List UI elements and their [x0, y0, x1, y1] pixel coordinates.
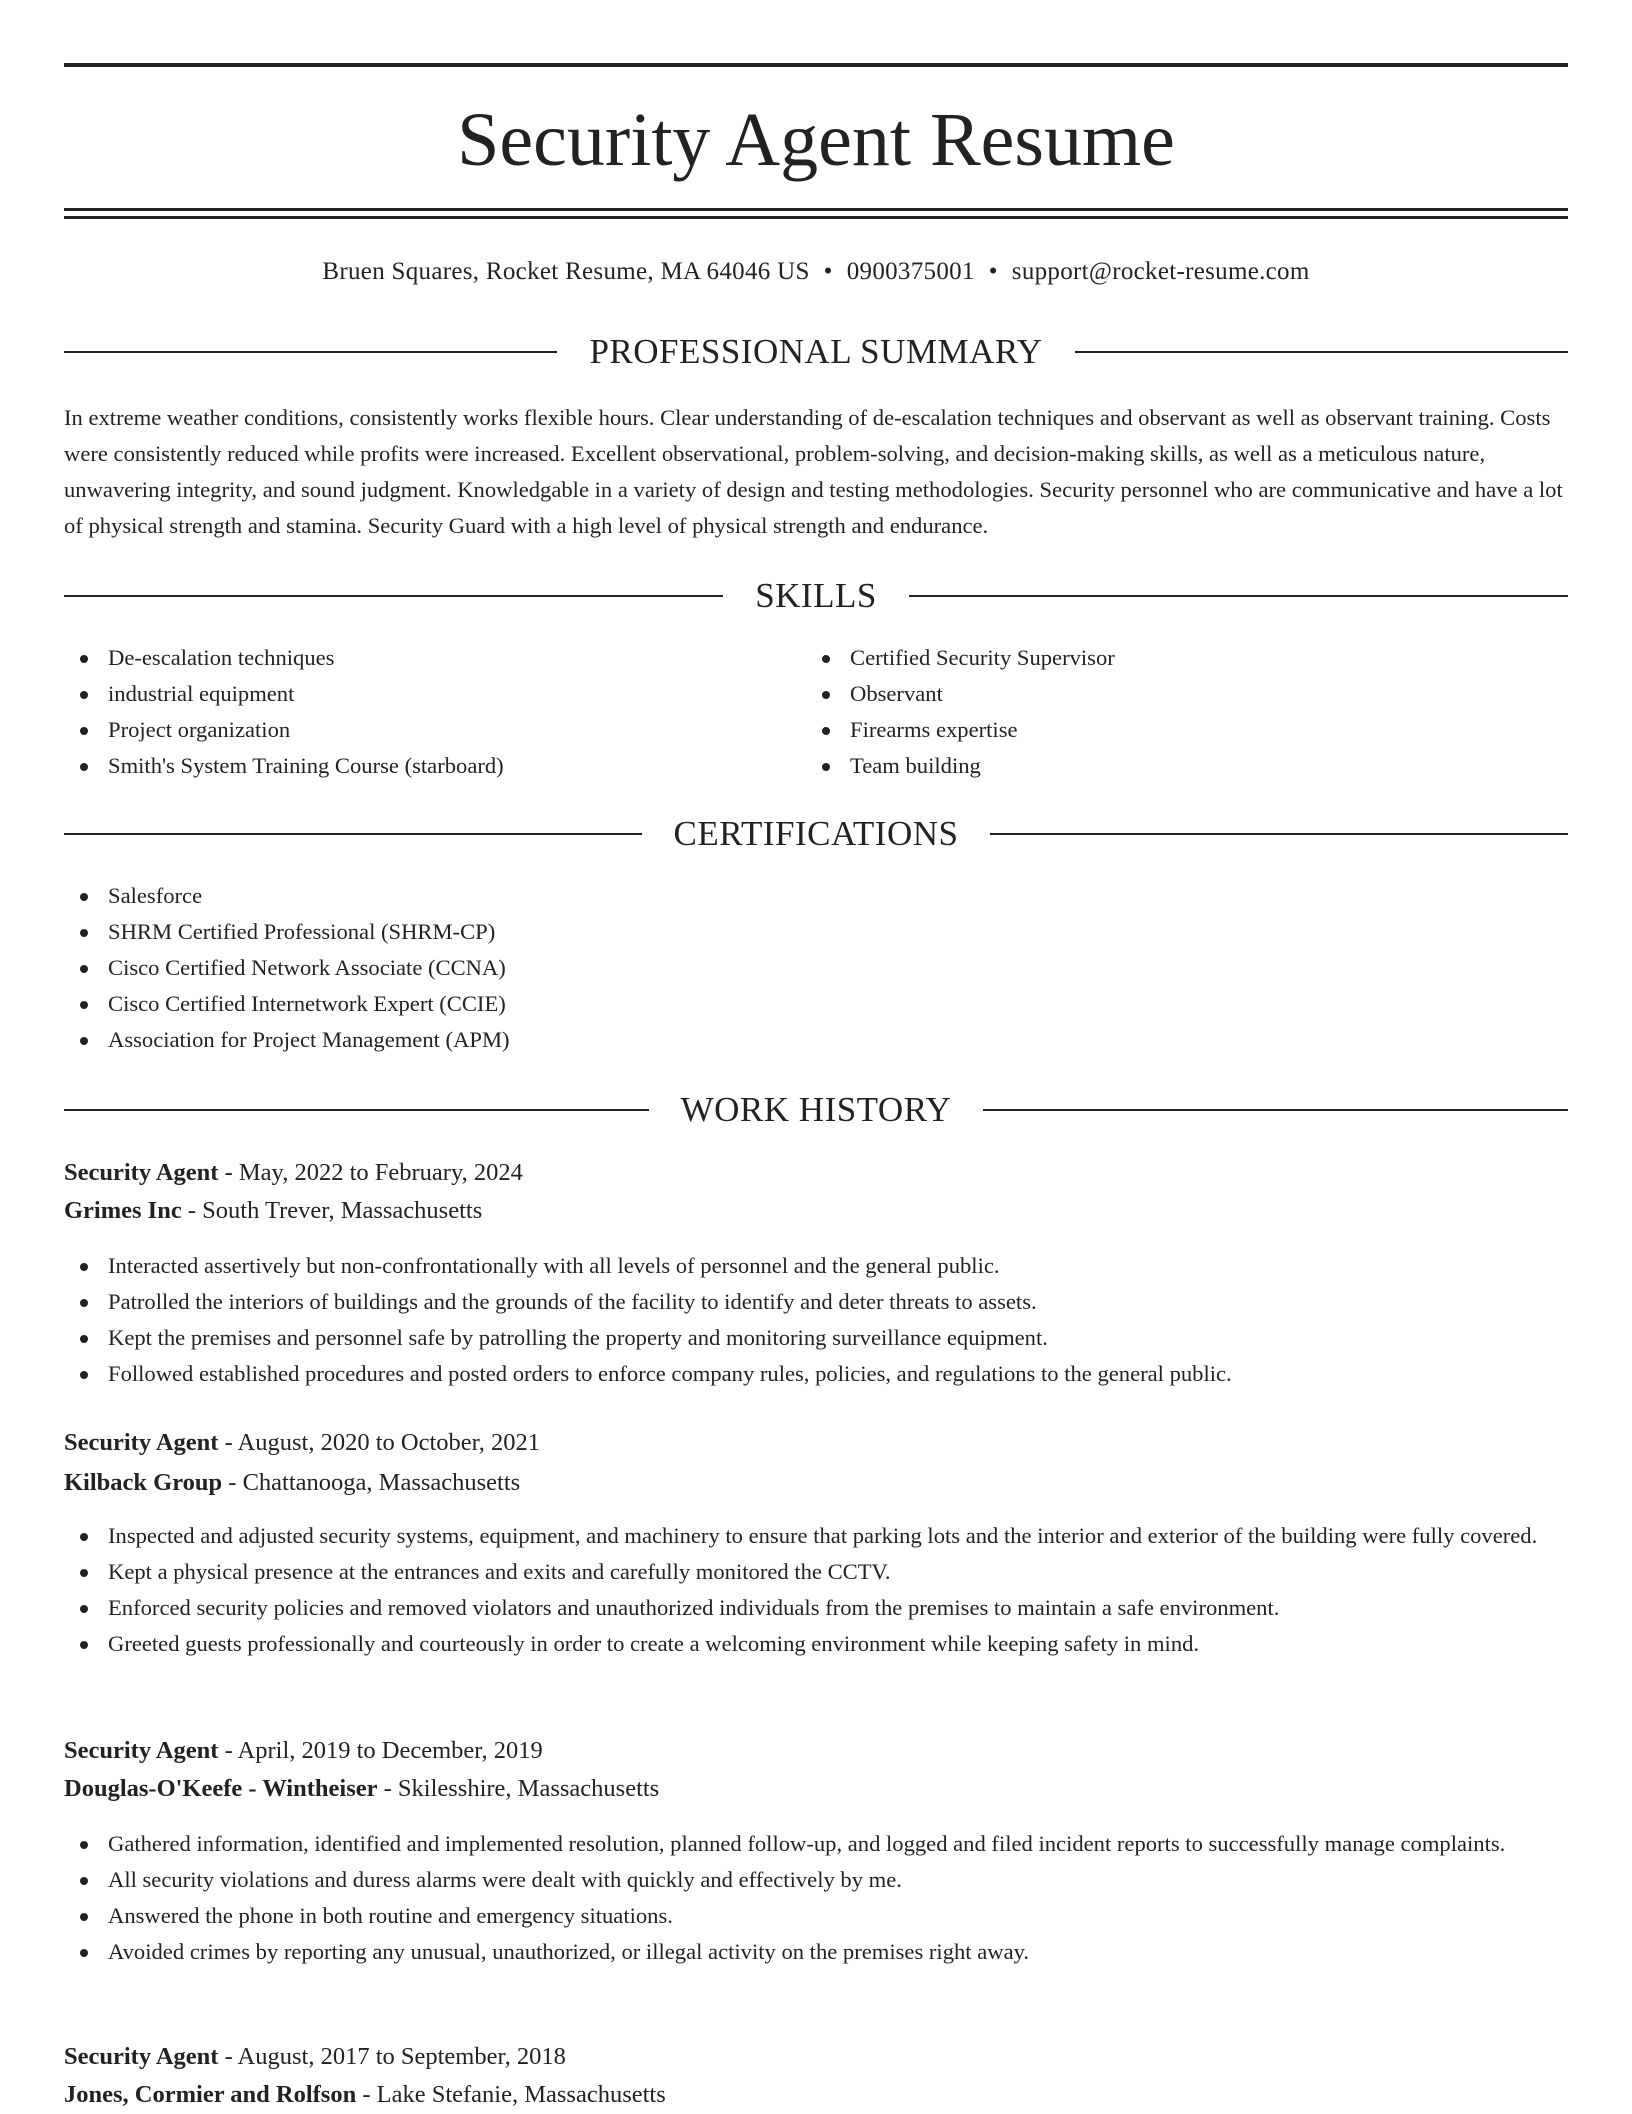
job-bullets: [64, 1248, 1568, 1392]
section-title: SKILLS: [755, 576, 877, 615]
skills-list-left: [64, 640, 804, 784]
job-bullet: All security violations and duress alarms were dealt with quickly and effectively by me.: [64, 1862, 1568, 1898]
header-top-rule: [64, 63, 1568, 67]
job-title-line: Security Agent - April, 2019 to December, 2019: [64, 1737, 543, 1764]
skill-item: industrial equipment: [64, 676, 804, 712]
contact-phone: 0900375001: [846, 258, 975, 285]
skill-item: Observant: [806, 676, 1546, 712]
job-location: Lake Stefanie, Massachusetts: [376, 2081, 666, 2108]
job-bullet: Avoided crimes by reporting any unusual, unauthorized, or illegal activity on the premises right away.: [64, 1934, 1568, 1970]
divider: [64, 1109, 649, 1111]
job-title: Security Agent: [64, 1159, 219, 1186]
contact-line: [64, 254, 1568, 290]
job-bullet: Answered the phone in both routine and emergency situations.: [64, 1898, 1568, 1934]
job-title-line: Security Agent - August, 2020 to October, 2021: [64, 1429, 541, 1456]
job-bullet: Followed established procedures and posted orders to enforce company rules, policies, and regulations to the general public.: [64, 1356, 1568, 1392]
divider: [64, 595, 723, 597]
header-bottom-rule-2: [64, 216, 1568, 219]
bullet-separator: •: [988, 258, 998, 285]
section-title: CERTIFICATIONS: [673, 814, 959, 853]
job-company: Douglas-O'Keefe - Wintheiser: [64, 1775, 378, 1802]
job-dates: April, 2019 to December, 2019: [237, 1737, 543, 1764]
job-bullet: Greeted guests professionally and courteously in order to create a welcoming environment while keeping safety in mind.: [64, 1626, 1568, 1662]
bullet-separator: •: [823, 258, 833, 285]
skill-item: Certified Security Supervisor: [806, 640, 1546, 676]
section-title: PROFESSIONAL SUMMARY: [589, 332, 1043, 371]
skills-list-right: [806, 640, 1546, 784]
job-location: Chattanooga, Massachusetts: [242, 1469, 521, 1496]
skill-item: Project organization: [64, 712, 804, 748]
divider: [1075, 351, 1568, 353]
job-dates: August, 2020 to October, 2021: [237, 1429, 541, 1456]
certification-item: Cisco Certified Internetwork Expert (CCIE): [64, 986, 1568, 1022]
job-bullets: [64, 1518, 1568, 1662]
certification-item: Association for Project Management (APM): [64, 1022, 1568, 1058]
job-title: Security Agent: [64, 2043, 219, 2070]
job-title: Security Agent: [64, 1429, 219, 1456]
job-title-line: Security Agent - May, 2022 to February, 2024: [64, 1159, 523, 1186]
job-title: Security Agent: [64, 1737, 219, 1764]
divider: [909, 595, 1568, 597]
job-company-line: Jones, Cormier and Rolfson - Lake Stefanie, Massachusetts: [64, 2081, 666, 2108]
job-company: Jones, Cormier and Rolfson: [64, 2081, 357, 2108]
job-bullet: Enforced security policies and removed violators and unauthorized individuals from the premises to maintain a safe environment.: [64, 1590, 1568, 1626]
certifications-list: [64, 878, 1568, 1058]
section-header-summary: [64, 330, 1568, 374]
job-company: Kilback Group: [64, 1469, 223, 1496]
job-title-line: Security Agent - August, 2017 to September, 2018: [64, 2043, 566, 2070]
skill-item: Smith's System Training Course (starboard): [64, 748, 804, 784]
divider: [983, 1109, 1568, 1111]
contact-email: support@rocket-resume.com: [1011, 258, 1310, 285]
header-bottom-rule: [64, 208, 1568, 211]
summary-text: In extreme weather conditions, consistently works flexible hours. Clear understanding of de-escalation techniques and observant as well as observant training. Costs were consistently reduced while profits were increased. Excellent observational, problem-solving, and decision-making skills, as well as a meticulous nature, unwavering integrity, and sound judgment. Knowledgable in a variety of design and testing methodologies. Security personnel who are communicative and have a lot of physical strength and stamina. Security Guard with a high level of physical strength and endurance.: [64, 405, 1563, 538]
job-bullet: Patrolled the interiors of buildings and the grounds of the facility to identify and deter threats to assets.: [64, 1284, 1568, 1320]
divider: [990, 833, 1568, 835]
job-company: Grimes Inc: [64, 1197, 182, 1224]
certification-item: SHRM Certified Professional (SHRM-CP): [64, 914, 1568, 950]
job-location: Skilesshire, Massachusetts: [397, 1775, 660, 1802]
section-title: WORK HISTORY: [680, 1090, 952, 1129]
certification-item: Salesforce: [64, 878, 1568, 914]
page-title: Security Agent Resume: [457, 98, 1175, 182]
contact-address: Bruen Squares, Rocket Resume, MA 64046 US: [322, 258, 810, 285]
certification-item: Cisco Certified Network Associate (CCNA): [64, 950, 1568, 986]
job-company-line: Douglas-O'Keefe - Wintheiser - Skilesshire, Massachusetts: [64, 1775, 660, 1802]
job-bullet: Kept a physical presence at the entrances and exits and carefully monitored the CCTV.: [64, 1554, 1568, 1590]
job-dates: August, 2017 to September, 2018: [237, 2043, 566, 2070]
job-company-line: Grimes Inc - South Trever, Massachusetts: [64, 1197, 483, 1224]
job-bullet: Gathered information, identified and implemented resolution, planned follow-up, and logged and filed incident reports to successfully manage complaints.: [64, 1826, 1568, 1862]
job-company-line: Kilback Group - Chattanooga, Massachusetts: [64, 1469, 521, 1496]
job-bullet: Interacted assertively but non-confrontationally with all levels of personnel and the general public.: [64, 1248, 1568, 1284]
section-header-work-history: [64, 1088, 1568, 1132]
divider: [64, 351, 557, 353]
job-bullets: [64, 1826, 1568, 1970]
skill-item: De-escalation techniques: [64, 640, 804, 676]
job-bullet: Inspected and adjusted security systems, equipment, and machinery to ensure that parking lots and the interior and exterior of the building were fully covered.: [64, 1518, 1568, 1554]
job-location: South Trever, Massachusetts: [202, 1197, 483, 1224]
divider: [64, 833, 642, 835]
section-header-skills: [64, 574, 1568, 618]
job-bullet: Kept the premises and personnel safe by patrolling the property and monitoring surveillance equipment.: [64, 1320, 1568, 1356]
section-header-certifications: [64, 812, 1568, 856]
job-dates: May, 2022 to February, 2024: [238, 1159, 523, 1186]
skill-item: Team building: [806, 748, 1546, 784]
skill-item: Firearms expertise: [806, 712, 1546, 748]
